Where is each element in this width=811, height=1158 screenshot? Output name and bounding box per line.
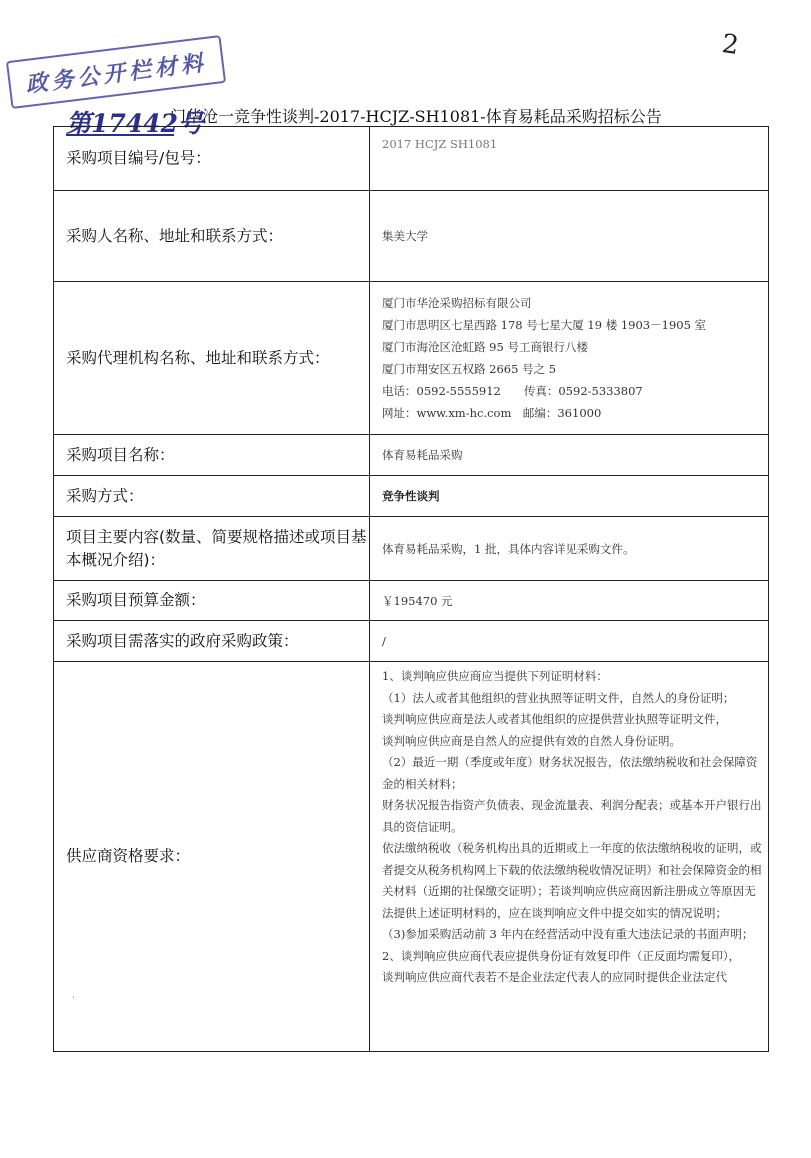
table-row — [54, 517, 769, 581]
row-label: 采购项目名称： — [54, 435, 370, 476]
agency-line: 电话：0592-5555912 传真：0592-5333807 — [382, 384, 643, 398]
table-row — [54, 127, 769, 191]
handwritten-number: 第17442号 — [66, 104, 174, 136]
row-label: 采购项目编号/包号： — [54, 127, 370, 191]
purchaser-value: 集美大学 — [370, 191, 769, 282]
table-row — [54, 282, 769, 435]
requirement-line: 依法缴纳税收（税务机构出具的近期或上一年度的依法缴纳税收的证明，或者提交从税务机构网上下载的依法缴纳税收情况证明）和社会保障资金的相关材料（近期的社保缴交证明）；若谈判响应供应商因新注册成立等原因无法提供上述证明材料的，应在谈判响应文件中提交如实的情况说明； — [382, 841, 762, 920]
requirement-line: 2、谈判响应供应商代表应提供身份证有效复印件（正反面均需复印）， — [382, 948, 741, 963]
requirement-line: （1）法人或者其他组织的营业执照等证明文件，自然人的身份证明； — [382, 690, 735, 705]
table-row — [54, 662, 769, 1052]
announcement-table — [53, 126, 769, 1052]
stamp-text: 政务公开栏材料 — [24, 49, 209, 98]
row-label: 采购项目预算金额： — [54, 581, 370, 621]
public-material-stamp — [6, 35, 226, 109]
page-number: 2 — [719, 28, 741, 62]
row-label: 供应商资格要求： — [54, 662, 370, 1052]
requirement-line: 1、谈判响应供应商应当提供下列证明材料： — [382, 669, 608, 683]
requirement-line: 谈判响应供应商是自然人的应提供有效的自然人身份证明。 — [382, 733, 681, 748]
requirement-line: （3)参加采购活动前 3 年内在经营活动中没有重大违法记录的书面声明； — [382, 927, 754, 941]
table-row — [54, 191, 769, 282]
project-number-value: 2017 HCJZ SH1081 — [370, 127, 769, 191]
requirement-line: （2）最近一期（季度或年度）财务状况报告，依法缴纳税收和社会保障资金的相关材料； — [382, 755, 758, 791]
agency-line: 网址：www.xm-hc.com 邮编：361000 — [382, 406, 602, 420]
agency-line: 厦门市海沧区沧虹路 95 号工商银行八楼 — [382, 340, 588, 354]
table-row — [54, 435, 769, 476]
supplier-requirements — [370, 662, 769, 1052]
policy-value: / — [370, 621, 769, 662]
project-content-value: 体育易耗品采购，1 批，具体内容详见采购文件。 — [370, 517, 769, 581]
document-title: 门华沧一竞争性谈判-2017-HCJZ-SH1081-体育易耗品采购招标公告 — [170, 107, 662, 126]
row-label: 采购人名称、地址和联系方式： — [54, 191, 370, 282]
agency-line: 厦门市翔安区五权路 2665 号之 5 — [382, 362, 557, 376]
agency-line: 厦门市思明区七星西路 178 号七星大厦 19 楼 1903－1905 室 — [382, 318, 707, 332]
agency-line: 厦门市华沧采购招标有限公司 — [382, 296, 532, 310]
procurement-method-value: 竞争性谈判 — [370, 476, 769, 517]
requirement-line: 财务状况报告指资产负债表、现金流量表、利润分配表；或基本开户银行出具的资信证明。 — [382, 798, 762, 834]
table-row — [54, 621, 769, 662]
scan-speck: · — [72, 993, 75, 1002]
project-name-value: 体育易耗品采购 — [370, 435, 769, 476]
agency-info — [370, 282, 769, 435]
budget-value: ￥195470 元 — [370, 581, 769, 621]
table-row — [54, 476, 769, 517]
table-row — [54, 581, 769, 621]
row-label: 采购方式： — [54, 476, 370, 517]
row-label: 采购代理机构名称、地址和联系方式： — [54, 282, 370, 435]
requirement-line: 谈判响应供应商是法人或者其他组织的应提供营业执照等证明文件， — [382, 712, 727, 726]
requirement-line: 谈判响应供应商代表若不是企业法定代表人的应同时提供企业法定代 — [382, 970, 727, 984]
row-label: 采购项目需落实的政府采购政策： — [54, 621, 370, 662]
row-label: 项目主要内容(数量、简要规格描述或项目基本概况介绍)： — [54, 517, 370, 581]
